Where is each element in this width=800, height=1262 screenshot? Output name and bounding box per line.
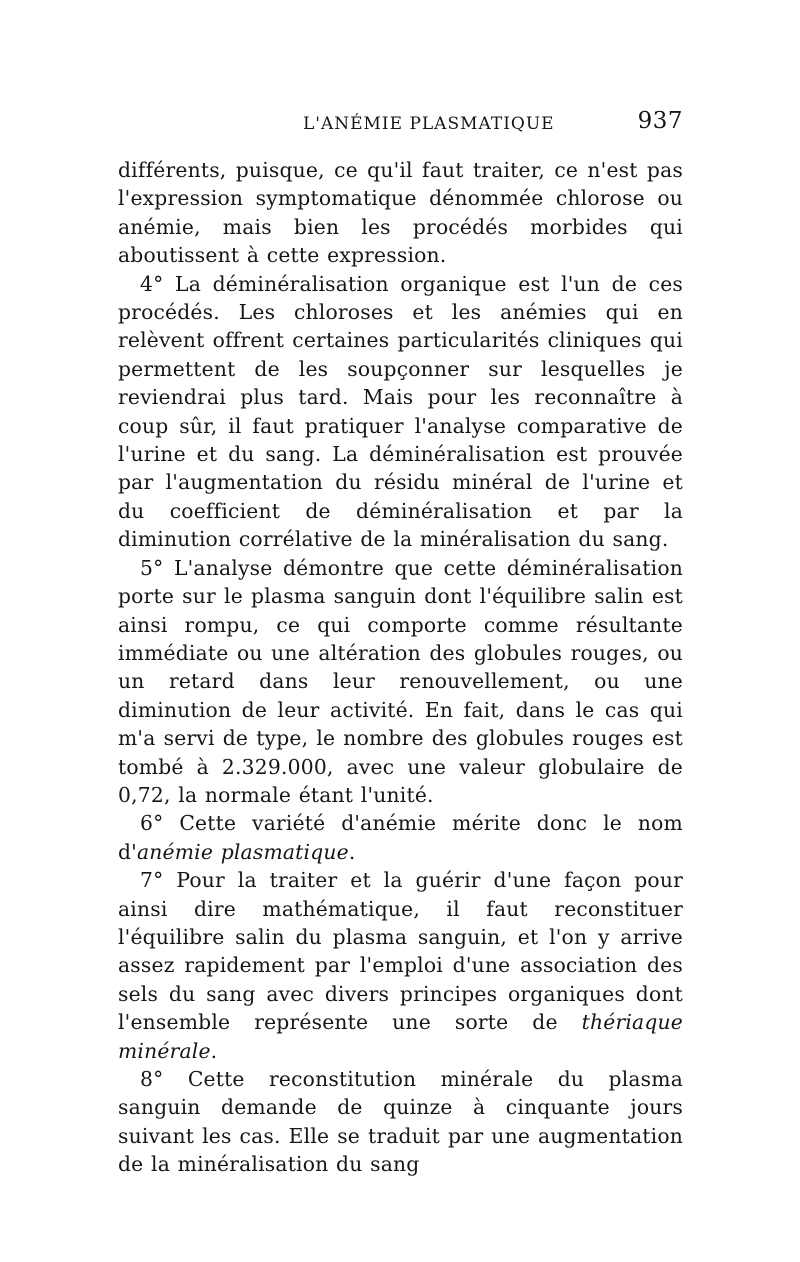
page-number: 937 (637, 108, 683, 134)
paragraph-continuation: différents, puisque, ce qu'il faut traiter, ce n'est pas l'expression symptomatique dénommée chlorose ou anémie, mais bien les procédés morbides qui aboutissent à cette expression. (118, 158, 683, 268)
point-6-text: 6° Cette variété d'anémie mérite donc le nom d' (118, 811, 683, 864)
paragraph-point-7 (118, 866, 683, 1065)
body-text (118, 156, 683, 1179)
point-6-italic-term: anémie plasmatique (136, 839, 349, 864)
point-6-end: . (348, 839, 356, 864)
point-7-italic-term: thériaque minérale (118, 1010, 683, 1063)
point-7-end: . (210, 1038, 218, 1063)
book-page (118, 108, 683, 1179)
paragraph-point-6 (118, 809, 683, 866)
paragraph-point-4: 4° La déminéralisation organique est l'un de ces procédés. Les chloroses et les anémies qui en relèvent offrent certaines particularités cliniques qui permettent de les soupçonner sur lesquelles je reviendrai plus tard. Mais pour les reconnaître à coup sûr, il faut pratiquer l'analyse comparative de l'urine et du sang. La déminéralisation est prouvée par l'augmentation du résidu minéral de l'urine et du coefficient de déminéralisation et par la diminution corrélative de la minéralisation du sang. (118, 271, 683, 552)
running-title: L'ANÉMIE PLASMATIQUE (303, 114, 555, 134)
paragraph-point-5: 5° L'analyse démontre que cette déminéralisation porte sur le plasma sanguin dont l'équilibre salin est ainsi rompu, ce qui comporte comme résultante immédiate ou une altération des globules rouges, ou un retard dans leur renouvellement, ou une diminution de leur activité. En fait, dans le cas qui m'a servi de type, le nombre des globules rouges est tombé à 2.329.000, avec une valeur globulaire de 0,72, la normale étant l'unité. (118, 555, 683, 807)
point-7-text: 7° Pour la traiter et la guérir d'une façon pour ainsi dire mathématique, il faut reconstituer l'équilibre salin du plasma sanguin, et l'on y arrive assez rapidement par l'emploi d'une association des sels du sang avec divers principes organiques dont l'ensemble représente une sorte de (118, 868, 683, 1035)
running-head (118, 108, 683, 142)
paragraph-point-8: 8° Cette reconstitution minérale du plasma sanguin demande de quinze à cinquante jours suivant les cas. Elle se traduit par une augmentation de la minéralisation du sang (118, 1067, 683, 1177)
